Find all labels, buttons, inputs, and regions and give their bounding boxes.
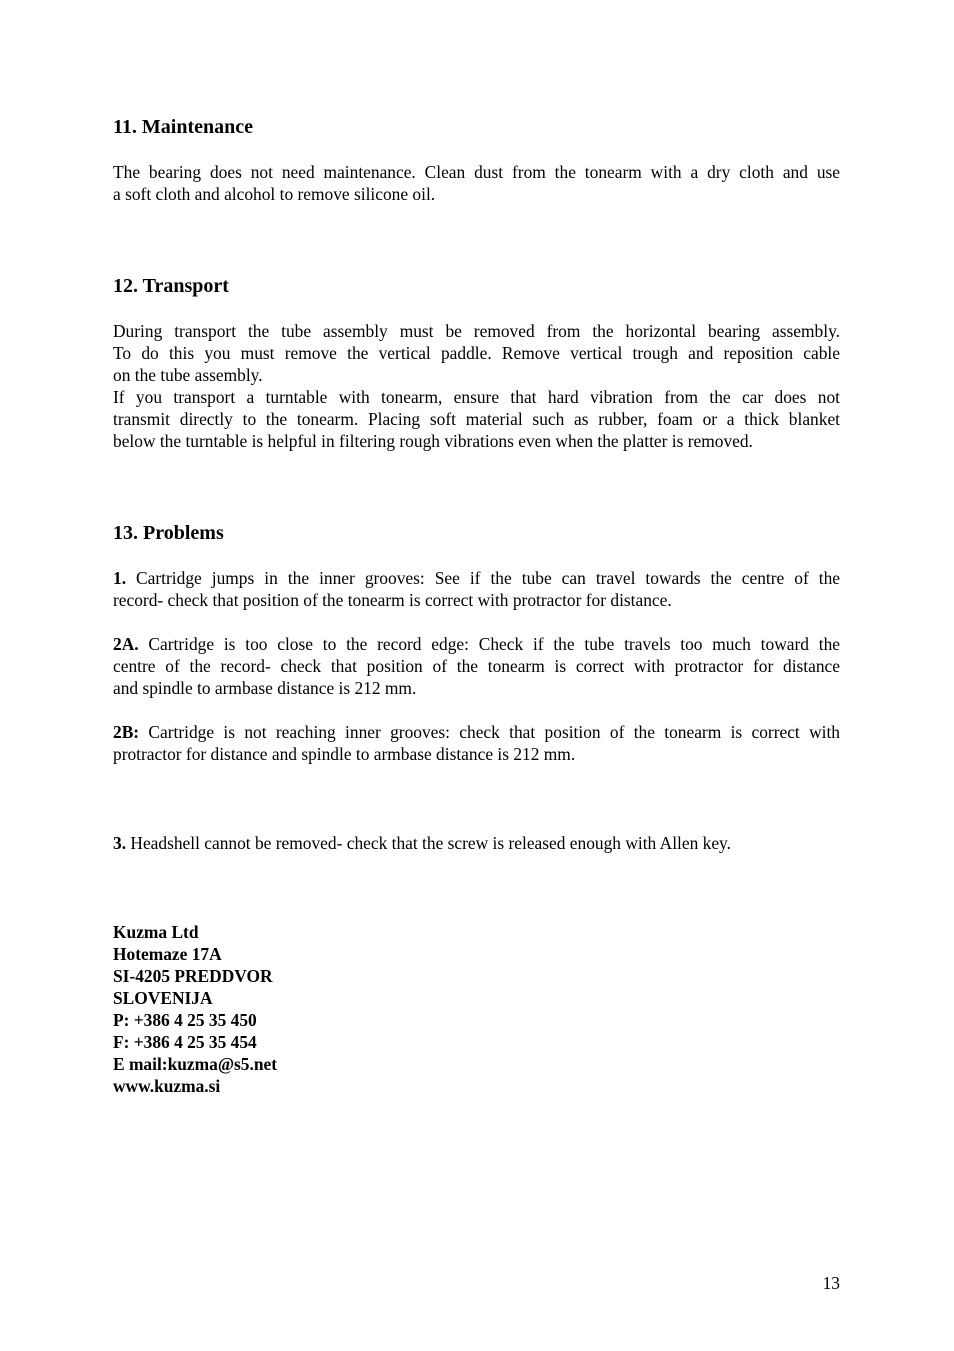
problem-label: 2B: [113, 722, 140, 742]
section-title-maintenance: 11. Maintenance [113, 116, 253, 138]
postal-city: SI-4205 PREDDVOR [113, 966, 273, 986]
text-line: a soft cloth and alcohol to remove silicone oil. [113, 184, 436, 204]
text-line: During transport the tube assembly must be removed from the horizontal bearing assembly. [113, 321, 840, 341]
text-line [113, 567, 840, 589]
text-line [113, 832, 840, 854]
problem-text: Headshell cannot be removed- check that the screw is released enough with Allen key. [126, 833, 731, 853]
text-line [113, 633, 840, 655]
text-line: below the turntable is helpful in filtering rough vibrations even when the platter is removed. [113, 431, 753, 451]
text-line: on the tube assembly. [113, 365, 263, 385]
problem-label: 2A. [113, 634, 139, 654]
text-line: To do this you must remove the vertical paddle. Remove vertical trough and reposition cable [113, 343, 840, 363]
problem-item-2b [113, 721, 840, 765]
text-line [113, 721, 840, 743]
text-line: centre of the record- check that position of the tonearm is correct with protractor for distance [113, 656, 840, 676]
website: www.kuzma.si [113, 1076, 221, 1096]
company-name: Kuzma Ltd [113, 922, 199, 942]
transport-paragraph [113, 320, 840, 452]
problem-label: 1. [113, 568, 127, 588]
country: SLOVENIJA [113, 988, 213, 1008]
problem-label: 3. [113, 833, 127, 853]
fax-number: F: +386 4 25 35 454 [113, 1032, 257, 1052]
text-line: protractor for distance and spindle to armbase distance is 212 mm. [113, 744, 576, 764]
contact-address [113, 921, 277, 1097]
text-line: The bearing does not need maintenance. Clean dust from the tonearm with a dry cloth and use [113, 162, 840, 182]
problem-text: Cartridge is too close to the record edge: Check if the tube travels too much toward the [138, 634, 840, 654]
page-number: 13 [822, 1273, 840, 1293]
problem-item-2a [113, 633, 840, 699]
problem-text: Cartridge is not reaching inner grooves: check that position of the tonearm is correct with [139, 722, 840, 742]
problem-item-3 [113, 832, 840, 854]
problem-text: Cartridge jumps in the inner grooves: See if the tube can travel towards the centre of the [126, 568, 840, 588]
text-line: record- check that position of the tonearm is correct with protractor for distance. [113, 590, 672, 610]
text-line: transmit directly to the tonearm. Placing soft material such as rubber, foam or a thick blanket [113, 409, 840, 429]
text-line: If you transport a turntable with tonearm, ensure that hard vibration from the car does not [113, 387, 840, 407]
email-address: E mail:kuzma@s5.net [113, 1054, 277, 1074]
section-title-problems: 13. Problems [113, 522, 224, 544]
phone-number: P: +386 4 25 35 450 [113, 1010, 257, 1030]
maintenance-paragraph [113, 161, 840, 205]
section-title-transport: 12. Transport [113, 275, 229, 297]
text-line: and spindle to armbase distance is 212 mm. [113, 678, 417, 698]
street-address: Hotemaze 17A [113, 944, 222, 964]
problem-item-1 [113, 567, 840, 611]
